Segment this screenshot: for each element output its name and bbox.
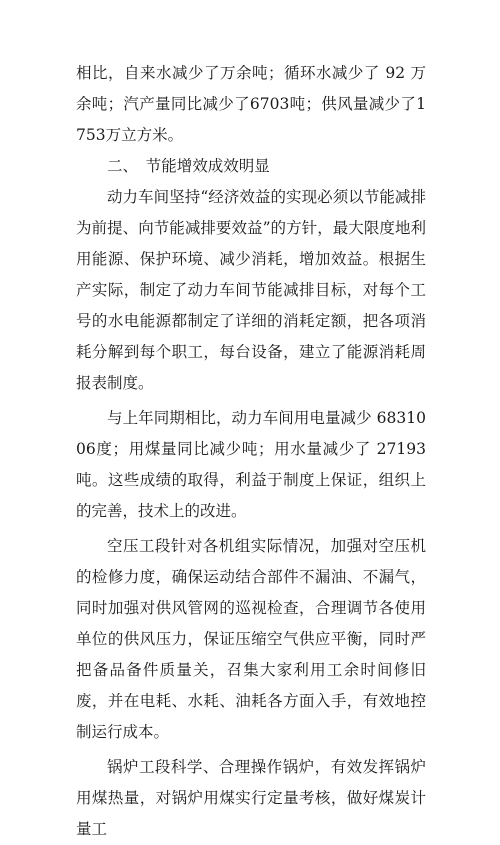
paragraph-water-reduction: 相比，自来水减少了万余吨；循环水减少了 92 万余吨；汽产量同比减少了6703吨；供风量减少了1753万立方米。 [76,64,426,144]
document-page [76,58,426,845]
section-heading: 二、 节能增效成效明显 [107,157,270,175]
paragraph-energy-policy: 动力车间坚持“经济效益的实现必须以节能减排为前提、向节能减排要效益”的方针，最大限度地利用能源、保护环境、减少消耗，增加效益。根据生产实际，制定了动力车间节能减排目标，对每个工号的水电能源都制定了详细的消耗定额，把各项消耗分解到每个职工，每台设备，建立了能源消耗周报表制度。 [76,188,426,392]
paragraph-boiler-section: 锅炉工段科学、合理操作锅炉，有效发挥锅炉用煤热量，对锅炉用煤实行定量考核，做好煤炭计量工 [76,758,426,838]
paragraph-consumption-results: 与上年同期相比，动力车间用电量减少 6831006度；用煤量同比减少吨；用水量减少了 27193 吨。这些成绩的取得，利益于制度上保证，组织上的完善，技术上的改进。 [76,409,426,520]
paragraph-air-compressor-section: 空压工段针对各机组实际情况，加强对空压机的检修力度，确保运动结合部件不漏油、不漏气，同时加强对供风管网的巡视检查，合理调节各使用单位的供风压力，保证压缩空气供应平衡，同时严把备品备件质量关，召集大家利用工余时间修旧废，并在电耗、水耗、油耗各方面入手，有效地控制运行成本。 [76,537,426,741]
